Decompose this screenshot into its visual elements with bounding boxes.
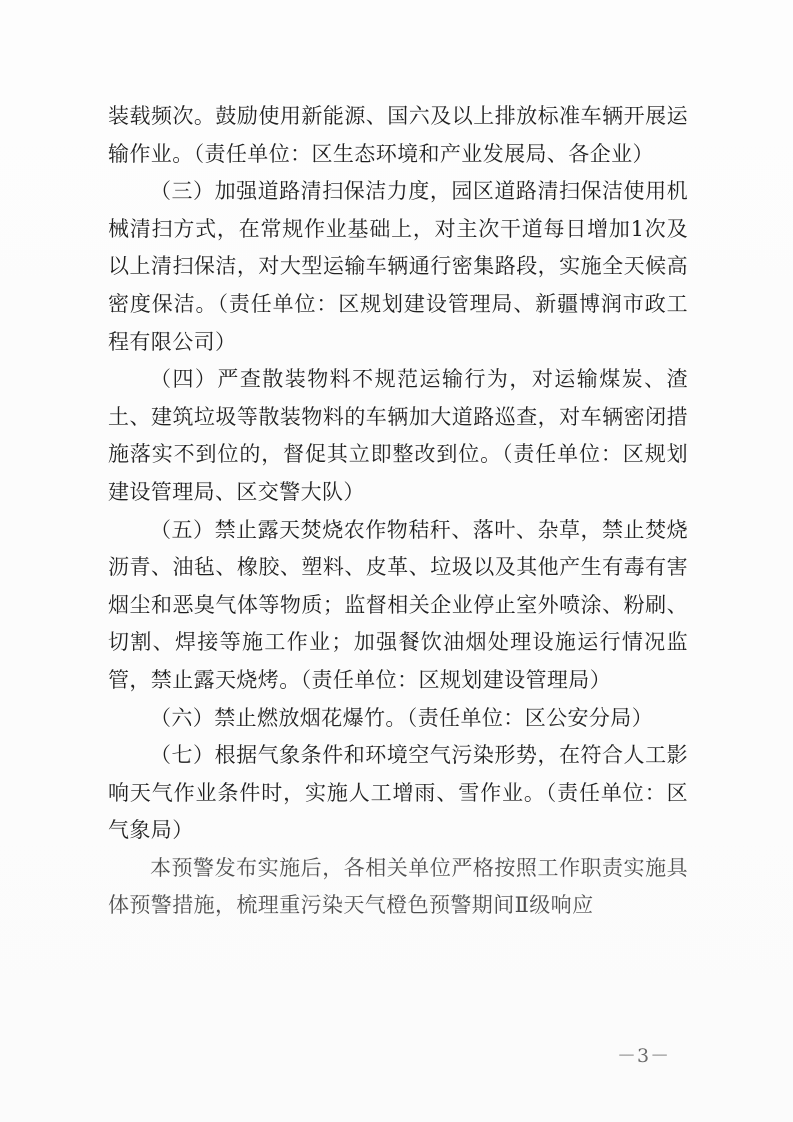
paragraph-item-6: （六）禁止燃放烟花爆竹。（责任单位：区公安分局）: [150, 705, 654, 730]
paragraph-item-3: （三）加强道路清扫保洁力度，园区道路清扫保洁使用机械清扫方式，在常规作业基础上，对主次干道每日增加1次及以上清扫保洁，对大型运输车辆通行密集路段，实施全天候高密度保洁。（责任单位：区规划建设管理局、新疆博润市政工程有限公司）: [108, 179, 688, 354]
paragraph-continued: 装载频次。鼓励使用新能源、国六及以上排放标准车辆开展运输作业。（责任单位：区生态环境和产业发展局、各企业）: [108, 104, 688, 166]
paragraph-closing: 本预警发布实施后，各相关单位严格按照工作职责实施具体预警措施，梳理重污染天气橙色预警期间Ⅱ级响应: [108, 855, 688, 918]
paragraph-item-5: （五）禁止露天焚烧农作物秸秆、落叶、杂草，禁止焚烧沥青、油毡、橡胶、塑料、皮革、垃圾以及其他产生有毒有害烟尘和恶臭气体等物质；监督相关企业停止室外喷涂、粉刷、切割、焊接等施工作业；加强餐饮油烟处理设施运行情况监管，禁止露天烧烤。（责任单位：区规划建设管理局）: [108, 517, 688, 692]
paragraph-item-7: （七）根据气象条件和环境空气污染形势，在符合人工影响天气作业条件时，实施人工增雨、雪作业。（责任单位：区气象局）: [108, 743, 688, 843]
page-number: －3－: [617, 1045, 671, 1067]
document-body: [108, 98, 688, 925]
paragraph-item-4: （四）严查散装物料不规范运输行为，对运输煤炭、渣土、建筑垃圾等散装物料的车辆加大道路巡查，对车辆密闭措施落实不到位的，督促其立即整改到位。（责任单位：区规划建设管理局、区交警大队）: [108, 367, 688, 504]
